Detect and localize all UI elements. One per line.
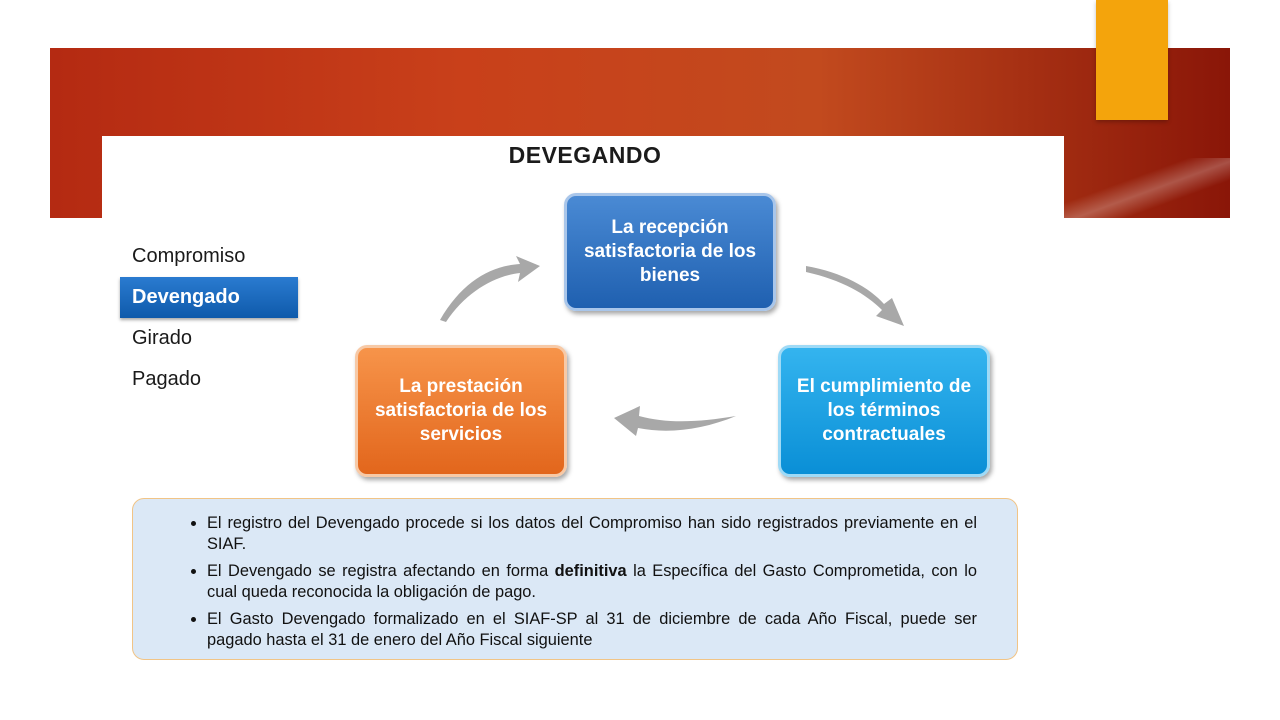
note-item: • El registro del Devengado procede si los datos del Compromiso han sido registrados previamente en el SIAF. xyxy=(207,513,977,555)
arrow-left-to-top xyxy=(440,256,540,322)
notes-box xyxy=(132,498,1018,660)
page-title: DEVEGANDO xyxy=(508,142,662,168)
note-item: • El Devengado se registra afectando en forma definitiva la Específica del Gasto Comprometida, con lo cual queda reconocida la obligación de pago. xyxy=(207,561,977,603)
emphasis-definitiva: definitiva xyxy=(554,562,627,580)
stage-compromiso: Compromiso xyxy=(132,245,246,267)
cycle-node-compliance: El cumplimiento de los términos contractuales xyxy=(778,345,990,477)
stage-pagado: Pagado xyxy=(132,368,201,390)
cycle-node-reception: La recepción satisfactoria de los bienes xyxy=(564,193,776,311)
stage-girado: Girado xyxy=(132,327,193,349)
arrow-right-to-left xyxy=(614,406,736,436)
arrow-top-to-right xyxy=(806,266,904,326)
notes-list xyxy=(169,513,977,651)
stage-devengado: Devengado xyxy=(120,277,298,318)
note-item: • El Gasto Devengado formalizado en el SIAF-SP al 31 de diciembre de cada Año Fiscal, puede ser pagado hasta el 31 de enero del Año Fiscal siguiente xyxy=(207,609,977,651)
cycle-node-services: La prestación satisfactoria de los servicios xyxy=(355,345,567,477)
